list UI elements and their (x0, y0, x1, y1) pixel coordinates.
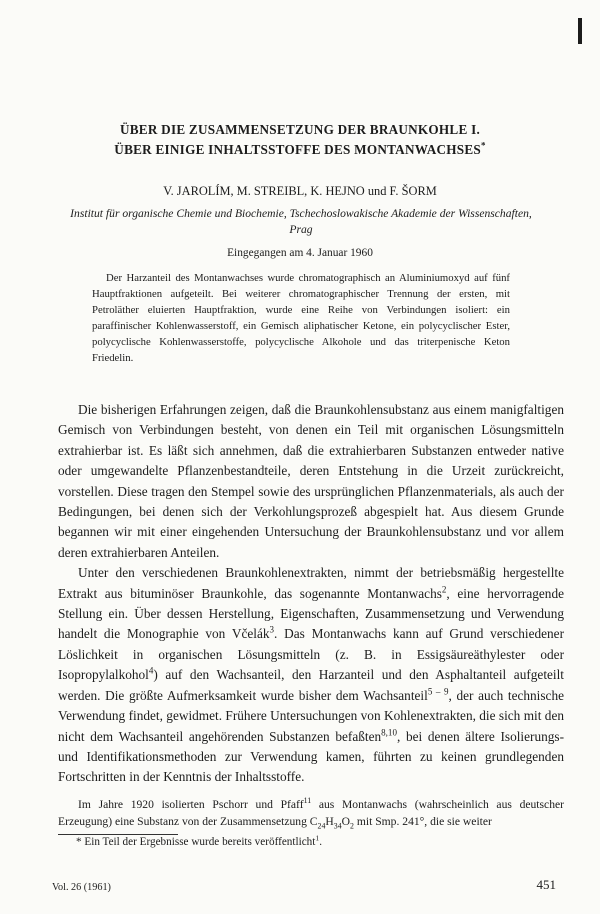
reference-marker: 8,10 (381, 727, 397, 738)
abstract (92, 270, 510, 366)
corner-mark (578, 18, 582, 44)
small-paragraph (58, 797, 564, 830)
reference-marker: 3 (269, 625, 275, 636)
reference-marker: 4 (148, 665, 154, 676)
page-number: 451 (536, 877, 556, 892)
paragraph-2: Unter den verschiedenen Braunkohlenextrakten, nimmt der betriebsmäßig hergestellte Extrakt aus bituminöser Braunkohle, das sogenannte Montanwachs$^2$, eine hervorragende Stellung ein. Über dessen Herstellung, Eigenschaften, Zusammensetzung und Verwendung handelt die Monographie von Včelák$^3$. Das Montanwachs kann auf Grund verschiedener Löslichkeit in organischen Lösungsmitteln (z. B. in Essigsäureäthylester oder Isopropylalkohol$^4$) auf den Wachsanteil, den Harzanteil und den Asphaltanteil aufgeteilt werden. Die größte Aufmerksamkeit wurde bisher dem Wachsanteil$^{5 - 9}$, der auch technische Verwendung findet, gewidmet. Frühere Untersuchungen von Kohlenextrakten, die sich mit den nicht dem Wachsanteil angehörenden Substanzen befaßten$^{8,10}$, bei denen ältere Isolierungs- und Identifikationsmethoden zur Verwendung kamen, führten zu keinen grundlegenden Fortschritten in der Kenntnis der Inhaltsstoffe. (58, 565, 565, 785)
reference-marker: 2 (441, 584, 447, 595)
affiliation-line-2: Prag (289, 223, 313, 236)
footnote: * Ein Teil der Ergebnisse wurde bereits veröffentlicht$^1$. (76, 833, 322, 848)
paragraph-1: Die bisherigen Erfahrungen zeigen, daß die Braunkohlensubstanz aus einem manigfaltigen Gemisch von Verbindungen besteht, von denen ein Teil mit organischen Lösungsmitteln extrahierbar ist. Es läßt sich annehmen, daß die extrahierbaren Substanzen entweder native oder umgewandelte Pflanzenbestandteile, deren Entstehung in die Urzeit zurückreicht, vorstellen. Diese tragen den Stempel sowie des ursprünglichen Pflanzenmaterials, als auch der Bedingungen, bei denen sich der Verkohlungsprozeß abgespielt hat. Aus diesem Grunde begannen wir mit einer eingehenden Untersuchung der Braunkohlensubstanz und vor allem deren extrahierbaren Anteilen. (58, 402, 564, 560)
volume-info: Vol. 26 (1961) (52, 882, 111, 893)
paragraph-3: Im Jahre 1920 isolierten Pschorr und Pfaff$^{11}$ aus Montanwachs (wahrscheinlich aus deutscher Erzeugung) eine Substanz von der Zusammensetzung $C_{24}H_{34}O_2$ mit Smp. 241°, die sie weiter (58, 796, 564, 830)
footnote-marker: * (76, 836, 82, 848)
received-date: Eingegangen am 4. Januar 1960 (227, 247, 373, 259)
reference-marker: 1 (315, 833, 320, 843)
reference-marker: 11 (303, 796, 312, 806)
affiliation (38, 206, 564, 238)
title-footnote-marker: * (480, 140, 486, 151)
body-text (58, 400, 564, 788)
article-title-line-1: ÜBER DIE ZUSAMMENSETZUNG DER BRAUNKOHLE I. (119, 122, 481, 137)
affiliation-line-1: Institut für organische Chemie und Biochemie, Tschechoslowakische Akademie der Wissenschaften, (70, 207, 532, 220)
abstract-text: Der Harzanteil des Montanwachses wurde chromatographisch an Aluminiumoxyd auf fünf Hauptfraktionen aufgeteilt. Bei weiterer chromatographischer Trennung der ersten, mit Petroläther eluierten Hauptfraktion, wurde eine Reihe von Verbindungen isoliert: ein paraffinischer Kohlenwasserstoff, ein Gemisch aliphatischer Ketone, ein polycyclischer Ester, polycyclische Kohlenwasserstoffe, polycyclische Alkohole und das triterpenische Keton Friedelin. (92, 272, 510, 364)
authors: V. JAROLÍM, M. STREIBL, K. HEJNO und F. ŠORM (163, 184, 437, 198)
reference-marker: 5 – 9 (427, 686, 449, 697)
article-title-line-2: ÜBER EINIGE INHALTSSTOFFE DES MONTANWACHSES* (114, 140, 486, 157)
